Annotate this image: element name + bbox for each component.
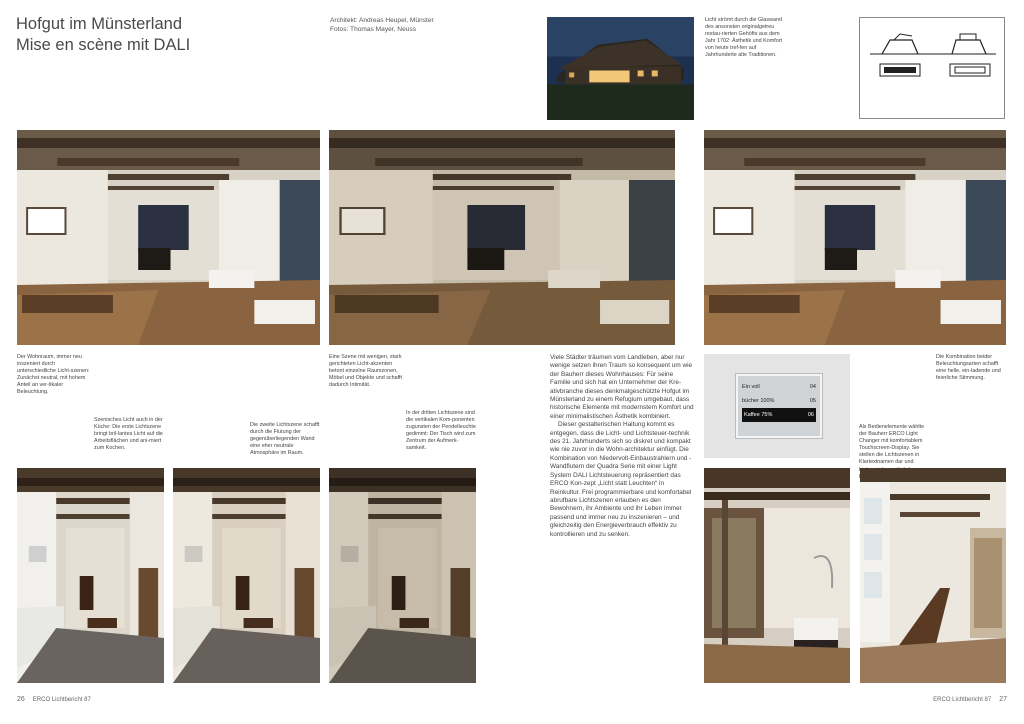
credits (330, 16, 434, 34)
kitchen-photo-2 (173, 468, 320, 683)
page-number-right: 27 (999, 696, 1007, 703)
page-number-left: 26 (17, 696, 25, 703)
caption-exterior: Licht strömt durch die Glaswand des ansonsten originalgetreu restau-rierten Gehöfts aus dem Jahr 1702: Ästhetik und Komfort von heute tref-fen auf Jahrhunderte alte Traditionen. (705, 17, 783, 59)
title-line-1: Hofgut im Münsterland (16, 15, 182, 33)
kitchen-photo-1 (17, 468, 164, 683)
article-title (16, 14, 190, 56)
hall-photo (860, 468, 1006, 683)
exterior-photo (547, 17, 694, 120)
living-room-photo-scene (329, 130, 675, 345)
touchscreen-display (736, 374, 822, 438)
credit-photos: Fotos: Thomas Mayer, Neuss (330, 26, 416, 33)
caption-kitchen-2: Die zweite Lichtszene schafft durch die Flutung der gegenüberliegenden Wand eine eher neutrale Atmosphäre im Raum. (250, 422, 320, 457)
footer-right-label: ERCO Lichtbericht 87 (933, 697, 992, 703)
caption-kitchen-1: Szenisches Licht auch in der Küche: Die erste Lichtszene bringt bril-lantes Licht auf die Arbeitsflächen und ani-miert zum Kochen. (94, 417, 163, 452)
body-paragraph-1: Viele Städter träumen vom Landleben, aber nur wenige setzen ihren Traum so konsequent um wie der Bauherr dieses Wohnhauses: Für seine Familie und sich hat ein Unternehmer der Kre-ativbranche dieses denkmalgeschützte Hofgut im Münsterland zu einem Refugium umgebaut, dass historische Elemente mit modernstem Komfort und einer minimalistischen Ästhetik kombiniert. (550, 354, 694, 420)
title-line-2: Mise en scène mit DALI (16, 36, 191, 54)
credit-architect: Architekt: Andreas Heupel, Münster (330, 17, 434, 24)
display-row-1: Ein voll 04 (742, 384, 816, 390)
caption-living-festive: Die Kombination beider Beleuchtungsarten schafft eine helle, ein-ladende und feierliche Stimmung. (936, 354, 1001, 382)
luminaire-section-drawing (859, 17, 1005, 119)
living-room-photo-festive (704, 130, 1006, 345)
caption-kitchen-3: In der dritten Lichtszene sind die vertikalen Kom-ponenten zugunsten der Pendelleuchte gedimmt: Der Tisch wird zum Zentrum der Aufmerk-samkeit. (406, 410, 476, 452)
library-photo (704, 468, 850, 683)
display-row-2: bücher 100% 05 (742, 398, 816, 404)
body-text (550, 354, 695, 539)
caption-controller: Als Bedienelemente wählte der Bauherr ERCO Light Changer mit komfortablem Touchscreen-Display. Sie stellen die Lichtszenen in Klartextnamen dar und (859, 424, 925, 466)
light-changer-photo (704, 354, 850, 458)
body-paragraph-2: Dieser gestalterischen Haltung kommt es entgegen, dass die Licht- und Lichtsteuer-technik des 21. Jahrhunderts sich so diskret und kompakt wie nie zuvor in die Wohn-architektur einfügt. Die Kombination von Niedervolt-Einbaustrahlern und -Wandflutern der Quadra Serie mit einer Light System DALI Lichtsteuerung repräsentiert das ERCO Kon-zept „Licht statt Leuchten“ in Reinkultur. Frei programmierbare und komfortabel abrufbare Lichtszenen erlauben es den Bewohnern, ihr Ambiente und ihr Leben immer passend und immer neu zu inszenieren – und gleichzeitig den Energieverbrauch effektiv zu kontrollieren und zu senken. (550, 421, 692, 538)
footer-left-label: ERCO Lichtbericht 87 (32, 697, 91, 703)
caption-living-neutral: Der Wohnraum, immer neu inszeniert durch unterschiedliche Licht-szenen: Zunächst neutral, mit hohem Anteil an ver-tikaler Beleuchtung. (17, 354, 90, 396)
display-row-3: Kaffee 75% 06 (742, 408, 816, 422)
living-room-photo-neutral (17, 130, 320, 345)
footer-right (933, 696, 1007, 703)
footer-left (17, 696, 91, 703)
kitchen-photo-3 (329, 468, 476, 683)
caption-living-scene: Eine Szene mit wenigen, stark gerichteten Licht-akzenten betont einzelne Raumzonen, Möbel und Objekte und schafft dadurch Intimität. (329, 354, 403, 389)
